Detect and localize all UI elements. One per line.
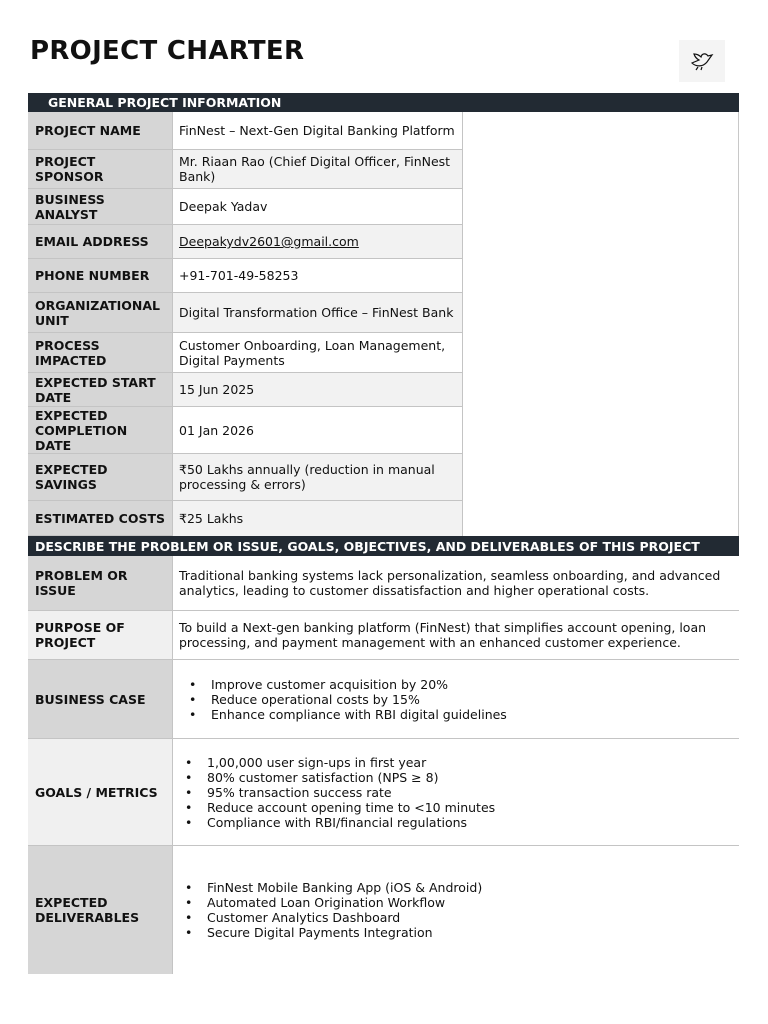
list-item: • Improve customer acquisition by 20% <box>211 677 507 692</box>
value-process-impacted: Customer Onboarding, Loan Management, Digital Payments <box>173 333 463 373</box>
label-business-case: BUSINESS CASE <box>28 660 173 739</box>
row-estimated-costs <box>28 501 463 536</box>
value-org-unit: Digital Transformation Office – FinNest Bank <box>173 293 463 333</box>
value-goals-metrics <box>173 739 739 846</box>
value-email-cell <box>173 225 463 259</box>
row-problem <box>28 556 739 611</box>
label-deliverables: EXPECTED DELIVERABLES <box>28 846 173 974</box>
row-project-name <box>28 112 463 150</box>
list-item: • 80% customer satisfaction (NPS ≥ 8) <box>207 770 495 785</box>
row-expected-savings <box>28 454 463 501</box>
value-business-case <box>173 660 739 739</box>
value-problem: Traditional banking systems lack personalization, seamless onboarding, and advanced analytics, leading to customer dissatisfaction and higher operational costs. <box>173 556 739 611</box>
row-phone <box>28 259 463 293</box>
row-business-case <box>28 660 739 739</box>
row-process-impacted <box>28 333 463 373</box>
section-heading-describe: DESCRIBE THE PROBLEM OR ISSUE, GOALS, OBJECTIVES, AND DELIVERABLES OF THIS PROJECT <box>28 536 739 556</box>
value-business-analyst: Deepak Yadav <box>173 189 463 225</box>
label-start-date: EXPECTED START DATE <box>28 373 173 407</box>
row-business-analyst <box>28 189 463 225</box>
page-title: PROJECT CHARTER <box>30 36 305 66</box>
label-process-impacted: PROCESS IMPACTED <box>28 333 173 373</box>
list-item: • 1,00,000 user sign-ups in first year <box>207 755 495 770</box>
row-goals-metrics <box>28 739 739 846</box>
label-phone: PHONE NUMBER <box>28 259 173 293</box>
email-link[interactable]: Deepakydv2601@gmail.com <box>179 234 359 249</box>
label-estimated-costs: ESTIMATED COSTS <box>28 501 173 536</box>
row-project-sponsor <box>28 150 463 189</box>
row-purpose <box>28 611 739 660</box>
label-project-sponsor: PROJECT SPONSOR <box>28 150 173 189</box>
list-item: • Customer Analytics Dashboard <box>207 910 482 925</box>
list-item: • Compliance with RBI/financial regulations <box>207 815 495 830</box>
label-goals-metrics: GOALS / METRICS <box>28 739 173 846</box>
value-phone: +91-701-49-58253 <box>173 259 463 293</box>
row-start-date <box>28 373 463 407</box>
label-purpose: PURPOSE OF PROJECT <box>28 611 173 660</box>
label-email: EMAIL ADDRESS <box>28 225 173 259</box>
list-item: • 95% transaction success rate <box>207 785 495 800</box>
label-org-unit: ORGANIZATIONAL UNIT <box>28 293 173 333</box>
value-start-date: 15 Jun 2025 <box>173 373 463 407</box>
list-item: • FinNest Mobile Banking App (iOS & Android) <box>207 880 482 895</box>
value-project-name: FinNest – Next-Gen Digital Banking Platform <box>173 112 463 150</box>
label-expected-savings: EXPECTED SAVINGS <box>28 454 173 501</box>
value-expected-savings: ₹50 Lakhs annually (reduction in manual processing & errors) <box>173 454 463 501</box>
list-item: • Reduce operational costs by 15% <box>211 692 507 707</box>
section-heading-general: GENERAL PROJECT INFORMATION <box>28 93 739 112</box>
label-completion-date: EXPECTED COMPLETION DATE <box>28 407 173 454</box>
list-item: • Reduce account opening time to <10 minutes <box>207 800 495 815</box>
label-project-name: PROJECT NAME <box>28 112 173 150</box>
row-org-unit <box>28 293 463 333</box>
list-item: • Automated Loan Origination Workflow <box>207 895 482 910</box>
value-deliverables <box>173 846 739 974</box>
row-completion-date <box>28 407 463 454</box>
list-item: • Enhance compliance with RBI digital guidelines <box>211 707 507 722</box>
value-purpose: To build a Next-gen banking platform (FinNest) that simplifies account opening, loan processing, and payment management with an enhanced customer experience. <box>173 611 739 660</box>
value-completion-date: 01 Jan 2026 <box>173 407 463 454</box>
bird-logo-icon <box>679 40 725 82</box>
value-estimated-costs: ₹25 Lakhs <box>173 501 463 536</box>
list-item: • Secure Digital Payments Integration <box>207 925 482 940</box>
value-project-sponsor: Mr. Riaan Rao (Chief Digital Officer, FinNest Bank) <box>173 150 463 189</box>
label-problem: PROBLEM OR ISSUE <box>28 556 173 611</box>
row-email <box>28 225 463 259</box>
row-deliverables <box>28 846 739 974</box>
label-business-analyst: BUSINESS ANALYST <box>28 189 173 225</box>
